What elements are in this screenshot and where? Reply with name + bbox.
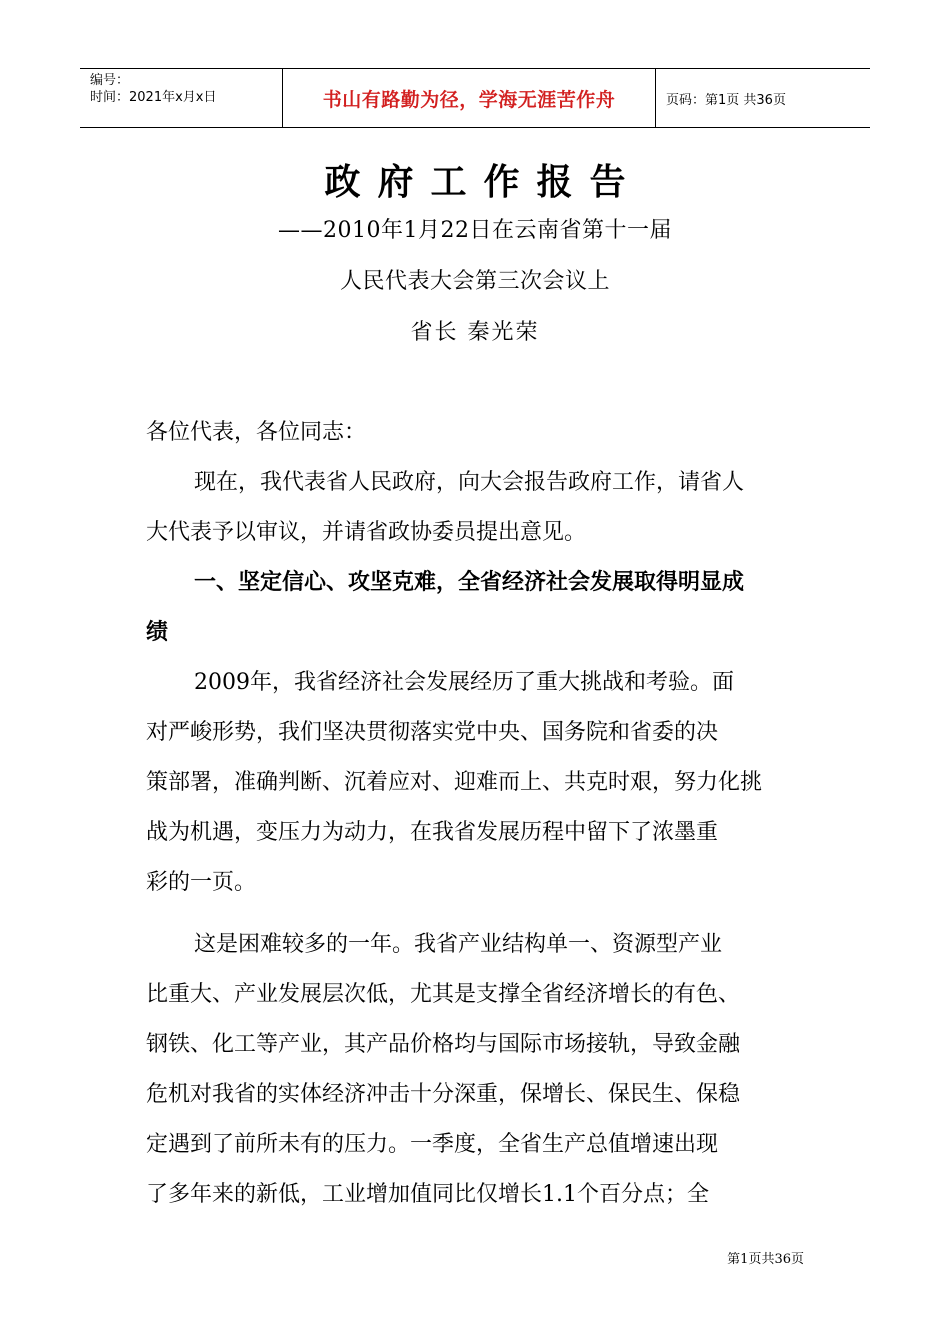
- paragraph-line: 战为机遇，变压力为动力，在我省发展历程中留下了浓墨重: [146, 820, 719, 845]
- motto: 书山有路勤为径，学海无涯苦作舟: [322, 88, 616, 111]
- paragraph-line: 定遇到了前所未有的压力。一季度，全省生产总值增速出现: [146, 1132, 719, 1157]
- page-footer: 第1页共36页: [727, 1252, 804, 1267]
- paragraph-line: 大代表予以审议，并请省政协委员提出意见。: [146, 520, 587, 545]
- paragraph-line: 彩的一页。: [146, 870, 257, 895]
- paragraph-line: 危机对我省的实体经济冲击十分深重，保增长、保民生、保稳: [146, 1082, 741, 1107]
- paragraph-line: 比重大、产业发展层次低，尤其是支撑全省经济增长的有色、: [146, 982, 741, 1007]
- header-meta: [80, 69, 282, 127]
- salutation: 各位代表，各位同志：: [146, 420, 367, 445]
- paragraph-2009: [146, 658, 806, 908]
- document-title: 政府工作报告: [324, 162, 643, 203]
- paragraph-line: 钢铁、化工等产业，其产品价格均与国际市场接轨，导致金融: [146, 1032, 741, 1057]
- paragraph-line: 现在，我代表省人民政府，向大会报告政府工作，请省人: [194, 470, 745, 495]
- heading-line: 一、坚定信心、攻坚克难，全省经济社会发展取得明显成: [194, 570, 745, 595]
- author-line: 省长 秦光荣: [410, 320, 540, 345]
- document-body: [146, 408, 806, 1220]
- paragraph-line: 2009年，我省经济社会发展经历了重大挑战和考验。面: [194, 670, 734, 695]
- header-page-cell: [656, 69, 870, 127]
- paragraph-line: 了多年来的新低，工业增加值同比仅增长1.1个百分点；全: [146, 1182, 709, 1207]
- document-number: 编号：: [90, 73, 130, 88]
- paragraph-line: 对严峻形势，我们坚决贯彻落实党中央、国务院和省委的决: [146, 720, 719, 745]
- header-page-number: 页码：第1页 共36页: [666, 92, 786, 108]
- subtitle-line-2: 人民代表大会第三次会议上: [339, 269, 610, 294]
- document-date: 时间：2021年x月x日: [90, 90, 217, 105]
- heading-line: 绩: [146, 620, 169, 645]
- paragraph-line: 这是困难较多的一年。我省产业结构单一、资源型产业: [194, 932, 723, 957]
- paragraph-intro: [146, 458, 806, 558]
- paragraph-difficulties: [146, 920, 806, 1220]
- subtitle-line-1: ——2010年1月22日在云南省第十一届: [278, 218, 672, 243]
- section-heading-1: [146, 558, 806, 658]
- header-motto-cell: [282, 69, 656, 127]
- page-header: [80, 68, 870, 128]
- paragraph-line: 策部署，准确判断、沉着应对、迎难而上、共克时艰，努力化挑: [146, 770, 763, 795]
